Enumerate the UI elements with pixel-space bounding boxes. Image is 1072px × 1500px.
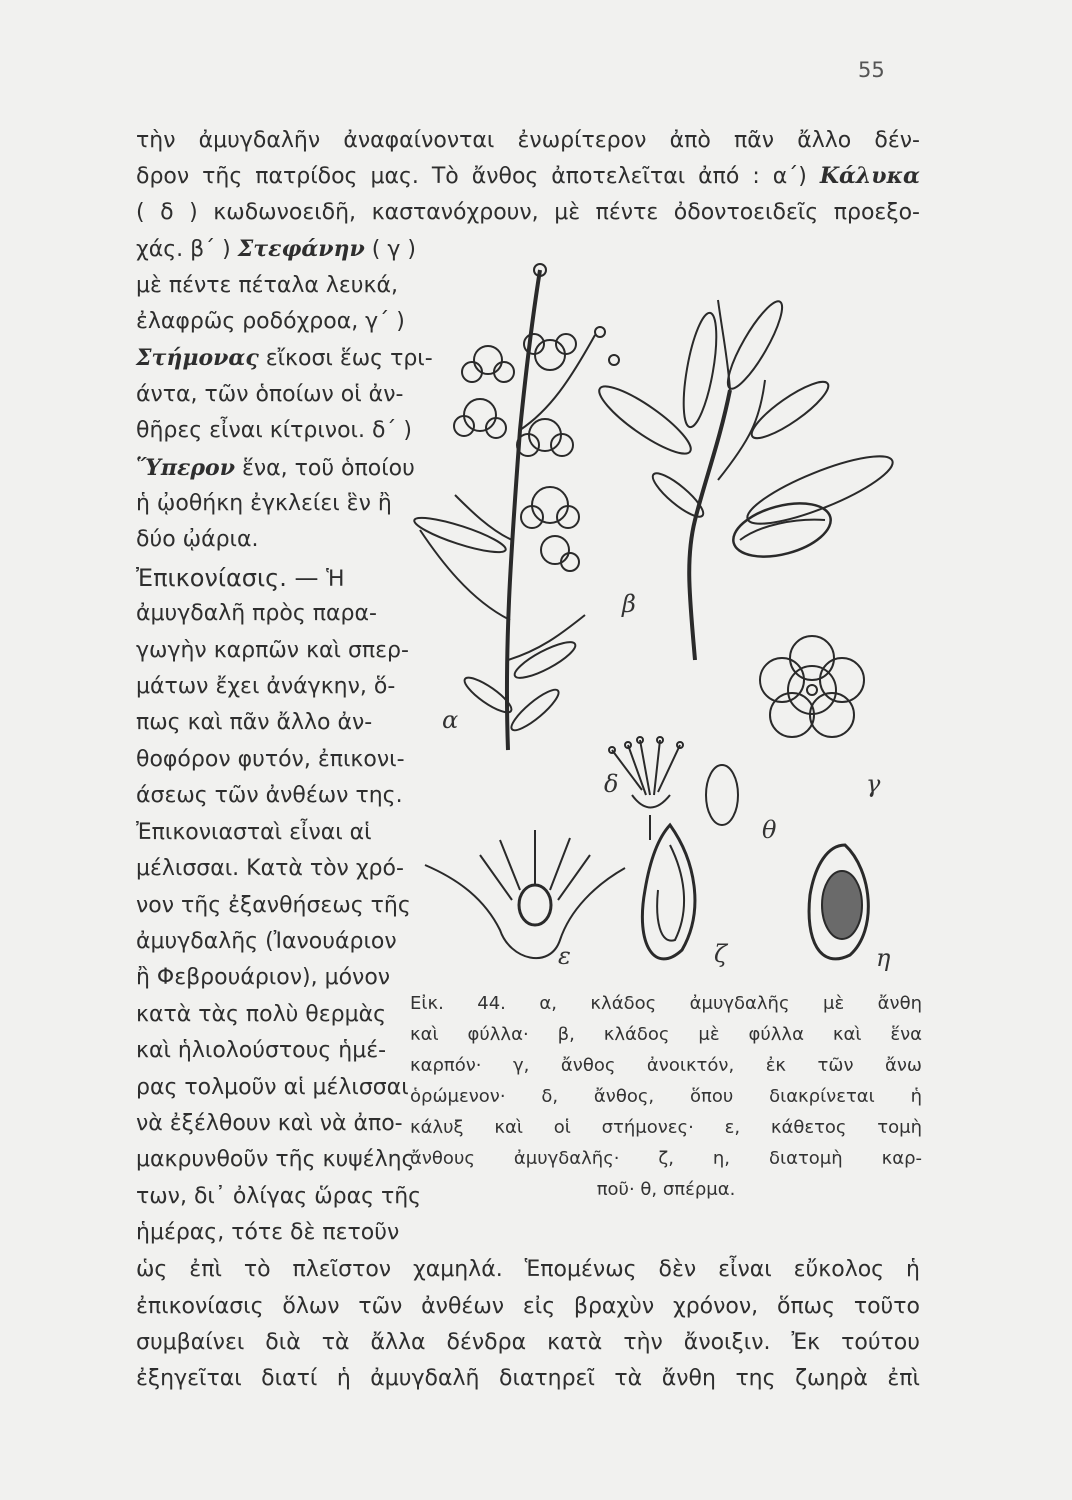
text-line: μάτων ἔχει ἀνάγκην, ὅ- — [136, 674, 396, 699]
figure-caption — [410, 988, 922, 1205]
text-line: θοφόρον φυτόν, ἐπικονι- — [136, 747, 405, 772]
text-line: ρας τολμοῦν αἱ μέλισσαι — [136, 1075, 409, 1100]
text-line: ἀμυγδαλῆς (Ἰανουάριον — [136, 929, 397, 954]
figure-label-b: β — [622, 590, 636, 618]
emphasis-term: Στήμονας — [136, 345, 259, 371]
blossom-drawing — [454, 399, 506, 438]
text-line: Ἐπικονίασις. — Ἡ — [136, 564, 345, 592]
flower-side-drawing — [609, 737, 683, 840]
fruiting-branch-drawing — [592, 296, 899, 660]
figure-label-z: ζ — [714, 940, 728, 968]
emphasis-term: Στεφάνην — [237, 236, 365, 262]
text-line: ἡμέρας, τότε δὲ πετοῦν — [136, 1220, 400, 1245]
figure-label-a: α — [442, 706, 459, 734]
text-line: μὲ πέντε πέταλα λευκά, — [136, 273, 398, 298]
figure-label-e: ε — [558, 942, 571, 970]
flowering-branch-drawing — [412, 264, 619, 750]
caption-line: ἄνθους ἀμυγδαλῆς· ζ, η, διατομὴ καρ- — [410, 1148, 922, 1169]
emphasis-term: Ὕπερον — [136, 455, 235, 481]
flower-section-drawing — [425, 830, 625, 958]
text-line: ἡ ᾠοθήκη ἐγκλείει ἓν ἢ — [136, 491, 392, 516]
text-line: Ὕπερον ἕνα, τοῦ ὁποίου — [136, 455, 415, 481]
open-flower-drawing — [760, 636, 864, 737]
text-line: ἐξηγεῖται διατί ἡ ἀμυγδαλῆ διατηρεῖ τὰ ἄνθη της ζωηρὰ ἐπὶ — [136, 1366, 920, 1391]
fruit-section-drawing-z — [642, 825, 695, 959]
caption-line: Εἰκ. 44. α, κλάδος ἀμυγδαλῆς μὲ ἄνθη — [410, 993, 922, 1014]
text-line: κατὰ τὰς πολὺ θερμὰς — [136, 1002, 387, 1027]
text-line: χάς. β΄ ) Στεφάνην ( γ ) — [136, 236, 416, 262]
emphasis-term: Κάλυκα — [819, 163, 920, 189]
text-line: καὶ ἡλιολούστους ἡμέ- — [136, 1038, 387, 1063]
text-line: νον τῆς ἐξανθήσεως τῆς — [136, 893, 411, 918]
section-heading: Ἐπικονίασις. — — [136, 564, 327, 592]
text-line: άσεως τῶν ἀνθέων της. — [136, 783, 403, 808]
text-line: ἐλαφρῶς ροδόχροα, γ΄ ) — [136, 309, 405, 334]
blossom-drawing — [541, 536, 579, 571]
text-line: μακρυνθοῦν τῆς κυψέλης — [136, 1147, 415, 1172]
text-line: δρον τῆς πατρίδος μας. Τὸ ἄνθος ἀποτελεῖται ἀπό : α΄) Κάλυκα — [136, 163, 920, 189]
almond-fruit-drawing — [727, 494, 836, 566]
text-line: δύο ᾠάρια. — [136, 527, 259, 552]
text-line: ἐπικονίασις ὅλων τῶν ἀνθέων εἰς βραχὺν χρόνον, ὅπως τοῦτο — [136, 1294, 920, 1319]
text-line: άντα, τῶν ὁποίων οἱ ἀν- — [136, 382, 404, 407]
fruit-section-drawing-h — [809, 845, 868, 959]
blossom-drawing — [517, 419, 573, 456]
caption-line: καὶ φύλλα· β, κλάδος μὲ φύλλα καὶ ἕνα — [410, 1024, 922, 1045]
text-line: των, δι᾽ ὀλίγας ὥρας τῆς — [136, 1184, 422, 1209]
blossom-drawing — [521, 487, 579, 528]
figure-label-g: γ — [866, 770, 881, 798]
figure-label-th: θ — [762, 816, 777, 844]
text-line: ( δ ) κωδωνοειδῆ, καστανόχρουν, μὲ πέντε ὀδοντοειδεῖς προεξο- — [136, 200, 920, 225]
figure-label-h: η — [876, 944, 891, 972]
seed-drawing — [706, 765, 738, 825]
text-line: μέλισσαι. Κατὰ τὸν χρό- — [136, 856, 404, 881]
text-line: ὡς ἐπὶ τὸ πλεῖστον χαμηλά. Ἑπομένως δὲν εἶναι εὔκολος ἡ — [136, 1257, 920, 1282]
text-line: ἀμυγδαλῆ πρὸς παρα- — [136, 601, 377, 626]
text-line: θῆρες εἶναι κίτρινοι. δ΄ ) — [136, 418, 413, 443]
text-line: γωγὴν καρπῶν καὶ σπερ- — [136, 638, 409, 663]
caption-line: κάλυξ καὶ οἱ στήμονες· ε, κάθετος τομὴ — [410, 1117, 922, 1138]
caption-line: ποῦ· θ, σπέρμα. — [596, 1179, 736, 1200]
text-line: συμβαίνει διὰ τὰ ἄλλα δένδρα κατὰ τὴν ἄνοιξιν. Ἐκ τούτου — [136, 1330, 920, 1355]
blossom-drawing — [462, 346, 514, 382]
text-line: πως καὶ πᾶν ἄλλο ἀν- — [136, 710, 373, 735]
figure-label-d: δ — [604, 770, 619, 798]
almond-illustration — [400, 240, 920, 980]
text-line: Στήμονας εἴκοσι ἕως τρι- — [136, 345, 433, 371]
caption-line: ὁρώμενον· δ, ἄνθος, ὅπου διακρίνεται ἡ — [410, 1086, 922, 1107]
text-line: ἢ Φεβρουάριον), μόνον — [136, 965, 391, 990]
text-line: νὰ ἐξέλθουν καὶ νὰ ἀπο- — [136, 1111, 403, 1136]
caption-line: καρπόν· γ, ἄνθος ἀνοικτόν, ἐκ τῶν ἄνω — [410, 1055, 922, 1076]
page-number: 55 — [858, 58, 885, 82]
text-line: Ἐπικονιασταὶ εἶναι αἱ — [136, 820, 372, 845]
text-line: τὴν ἀμυγδαλῆν ἀναφαίνονται ἐνωρίτερον ἀπὸ πᾶν ἄλλο δέν- — [136, 128, 920, 153]
